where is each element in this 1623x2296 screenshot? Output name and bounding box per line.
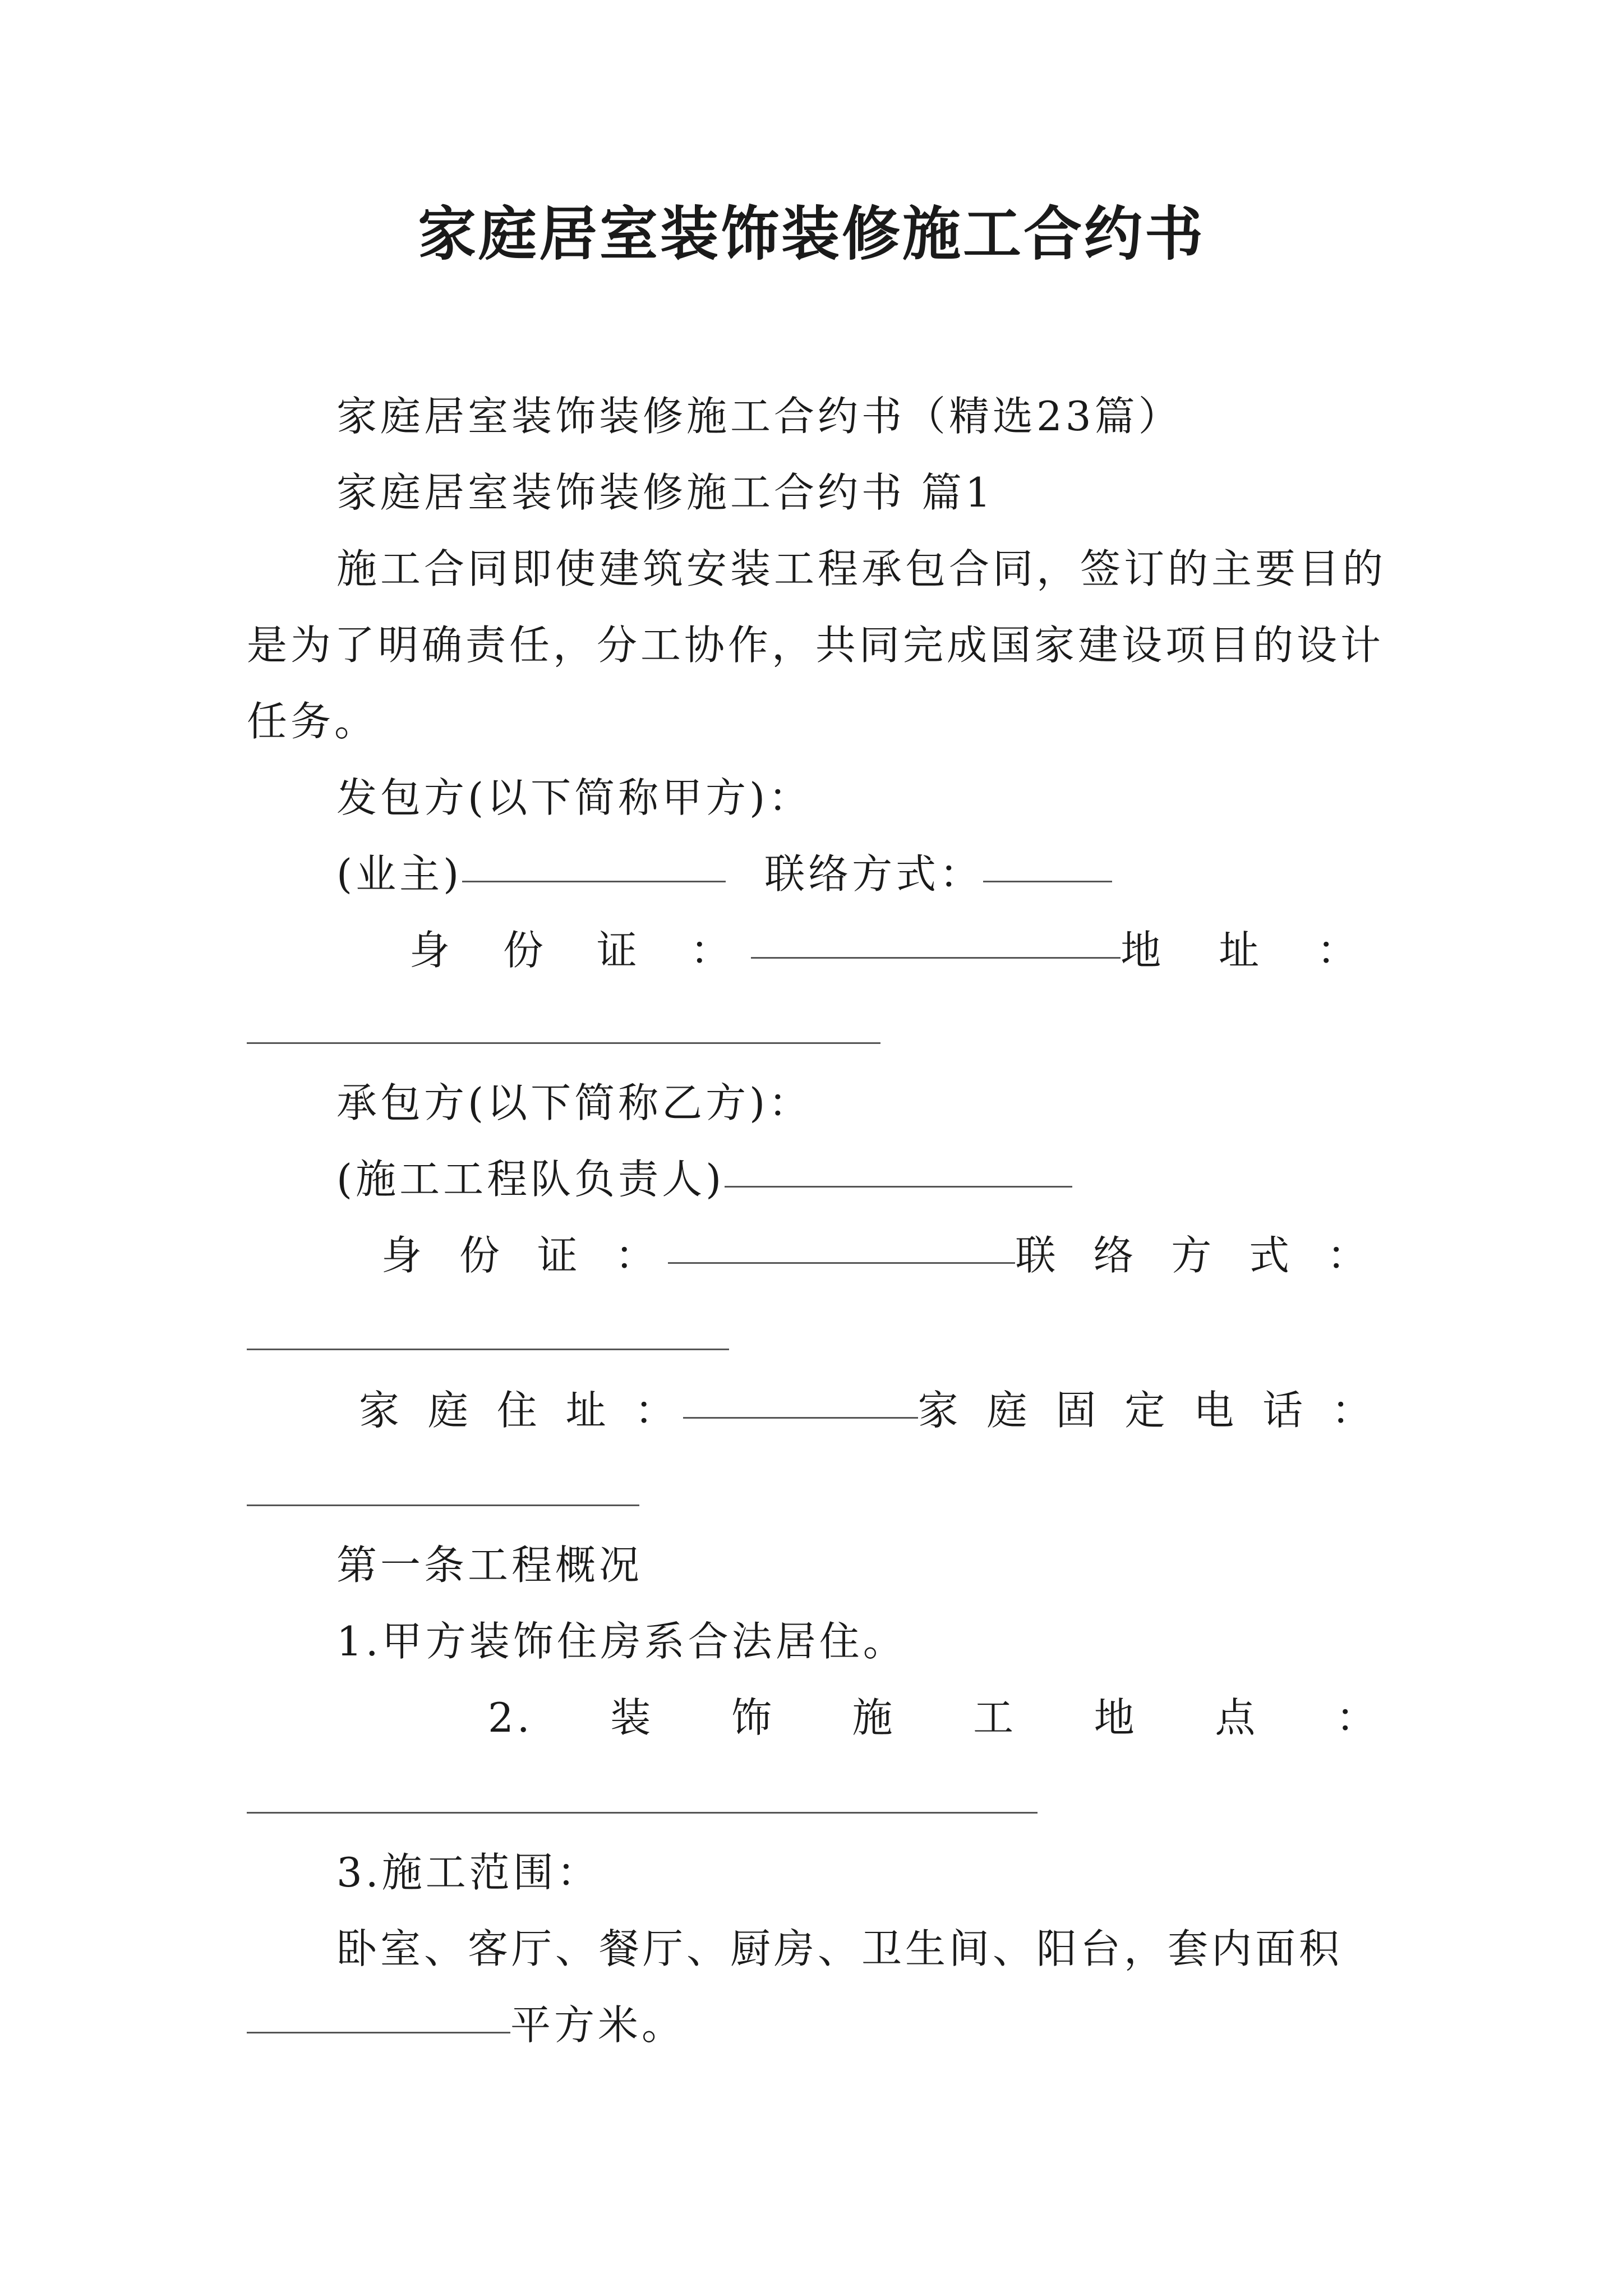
intro-paragraph-line-3: 任务。 bbox=[247, 698, 379, 745]
item-2-part: ： bbox=[1335, 1694, 1380, 1741]
article-1-item-2 bbox=[336, 1690, 1380, 1746]
party-b-home-row bbox=[336, 1382, 1380, 1438]
section-heading: 家庭居室装饰装修施工合约书 篇1 bbox=[336, 469, 994, 516]
party-a-id-address-row bbox=[336, 922, 1380, 978]
scope-line-1: 卧室、客厅、餐厅、厨房、卫生间、阳台，套内面积 bbox=[336, 1925, 1343, 1972]
scope-line-2 bbox=[247, 1997, 685, 2053]
area-blank bbox=[247, 2031, 510, 2033]
party-a-id-label: 身 份 证 ： bbox=[409, 927, 751, 974]
party-b-heading: 承包方(以下简称乙方)： bbox=[336, 1079, 813, 1126]
intro-paragraph-line-1: 施工合同即使建筑安装工程承包合同，签订的主要目的 bbox=[336, 545, 1387, 592]
party-b-contact-blank bbox=[247, 1349, 729, 1350]
party-b-id-label: 身 份 证 ： bbox=[381, 1232, 668, 1279]
party-b-home-phone-label: 家 庭 固 定 电 话 ： bbox=[917, 1387, 1380, 1434]
party-b-id-blank bbox=[668, 1262, 1016, 1264]
party-a-owner-label: (业主) bbox=[336, 850, 463, 898]
party-b-id-contact-row bbox=[336, 1227, 1380, 1283]
item-2-part: 饰 bbox=[731, 1694, 775, 1741]
party-b-home-phone-blank bbox=[247, 1504, 639, 1506]
construction-location-blank bbox=[247, 1812, 1038, 1814]
party-b-home-address-label: 家 庭 住 址 ： bbox=[359, 1387, 683, 1434]
party-a-contact-label: 联络方式： bbox=[764, 850, 984, 898]
article-1-heading: 第一条工程概况 bbox=[336, 1542, 643, 1589]
article-1-item-3: 3.施工范围： bbox=[336, 1849, 601, 1896]
party-b-leader-label: (施工工程队负责人) bbox=[336, 1156, 725, 1203]
party-a-contact-blank bbox=[983, 880, 1112, 882]
party-b-leader-blank bbox=[725, 1185, 1072, 1188]
party-a-id-blank bbox=[751, 956, 1121, 959]
item-2-part: 点 bbox=[1215, 1694, 1259, 1741]
intro-paragraph-line-2: 是为了明确责任，分工协作，共同完成国家建设项目的设计 bbox=[247, 622, 1385, 669]
article-1-item-1: 1.甲方装饰住房系合法居住。 bbox=[336, 1618, 907, 1665]
item-2-part: 装 bbox=[610, 1694, 654, 1741]
party-a-owner-blank bbox=[462, 880, 726, 882]
document-subtitle: 家庭居室装饰装修施工合约书（精选23篇） bbox=[336, 393, 1182, 440]
item-2-part: 地 bbox=[1094, 1694, 1138, 1741]
party-b-contact-label: 联 络 方 式 ： bbox=[1015, 1232, 1380, 1279]
party-a-owner-row bbox=[336, 846, 1112, 902]
document-title: 家庭居室装饰装修施工合约书 bbox=[417, 199, 1205, 268]
party-b-home-address-blank bbox=[683, 1416, 918, 1419]
party-b-leader-row bbox=[336, 1151, 1072, 1207]
party-a-address-blank bbox=[247, 1042, 880, 1044]
item-2-part: 2. bbox=[488, 1694, 533, 1741]
item-2-part: 工 bbox=[973, 1694, 1017, 1741]
party-a-heading: 发包方(以下简称甲方)： bbox=[336, 774, 813, 821]
item-2-part: 施 bbox=[852, 1694, 896, 1741]
party-a-address-label: 地 址 ： bbox=[1121, 927, 1380, 974]
scope-line-2-suffix: 平方米。 bbox=[510, 2001, 686, 2049]
